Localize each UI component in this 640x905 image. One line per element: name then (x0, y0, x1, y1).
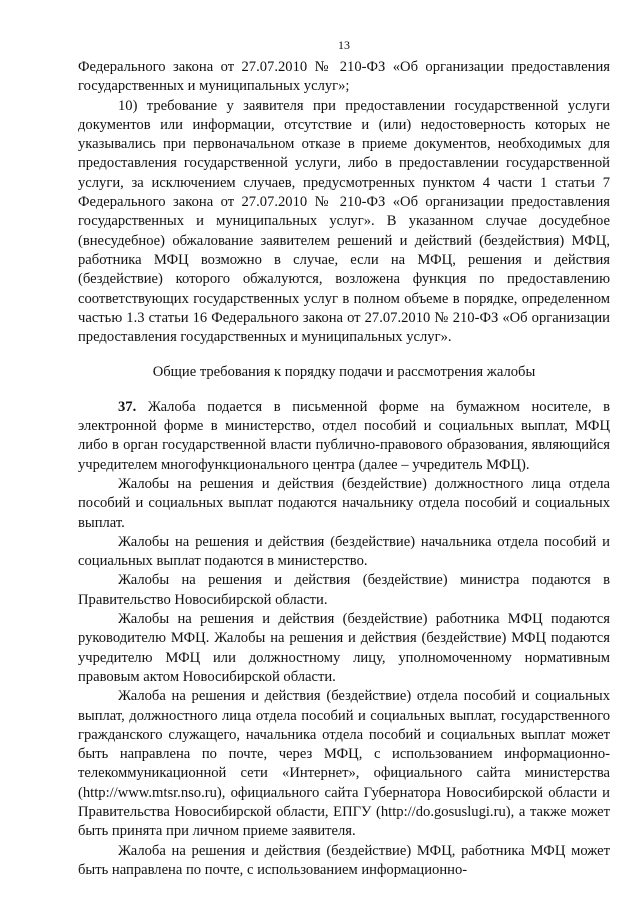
document-page (78, 0, 610, 905)
paragraph-clause-37 (78, 398, 610, 475)
paragraph-complaint-mfc-channels: Жалоба на решения и действия (бездействие) МФЦ, работника МФЦ может быть направлена по почте, с использованием информационно- (78, 842, 610, 878)
clause-number: 37. (118, 398, 137, 415)
clause-text: Жалоба подается в письменной форме на бумажном носителе, в электронной форме в министерство, отдел пособий и социальных выплат, МФЦ либо в орган государственной власти публично-правового образования, являющийся учредителем многофункционального центра (далее – учредитель МФЦ). (78, 398, 610, 473)
paragraph-complaint-minister: Жалобы на решения и действия (бездействие) министра подаются в Правительство Новосибирской области. (78, 572, 610, 608)
paragraph-item-10: 10) требование у заявителя при предоставлении государственной услуги документов или информации, отсутствие и (или) недостоверность которых не указывались при первоначальном отказе в приеме документов, необходимых для предоставления государственной услуги, либо в предоставлении государственной услуги, за исключением случаев, предусмотренных пунктом 4 части 1 статьи 7 Федерального закона от 27.07.2010 № 210-ФЗ «Об организации предоставления государственных и муниципальных услуг». В указанном случае досудебное (внесудебное) обжалование заявителем решений и действий (бездействия) МФЦ, работника МФЦ возможно в случае, если на МФЦ, решения и действия (бездействие) которого обжалуются, возложена функция по предоставлению соответствующих государственных услуг в полном объеме в порядке, определенном частью 1.3 статьи 16 Федерального закона от 27.07.2010 № 210-ФЗ «Об организации предоставления государственных и муниципальных услуг». (78, 97, 610, 346)
page-number: 13 (338, 38, 350, 52)
document-body (78, 58, 610, 880)
section-heading: Общие требования к порядку подачи и рассмотрения жалобы (152, 364, 536, 381)
paragraph-complaint-official: Жалобы на решения и действия (бездействие) должностного лица отдела пособий и социальных выплат подаются начальнику отдела пособий и социальных выплат. (78, 475, 610, 531)
paragraph-complaint-mfc: Жалобы на решения и действия (бездействие) работника МФЦ подаются руководителю МФЦ. Жалобы на решения и действия (бездействие) МФЦ подаются учредителю МФЦ или должностному лицу, уполномоченному нормативным правовым актом Новосибирской области. (78, 611, 610, 685)
paragraph-complaint-head: Жалобы на решения и действия (бездействие) начальника отдела пособий и социальных выплат подаются в министерство. (78, 533, 610, 570)
paragraph-complaint-channels: Жалоба на решения и действия (бездействие) отдела пособий и социальных выплат, должностного лица отдела пособий и социальных выплат, государственного гражданского служащего, начальника отдела пособий и социальных выплат может быть направлена по почте, через МФЦ, с использованием информационно-телекоммуникационной сети «Интернет», официального сайта министерства (http://www.mtsr.nso.ru), официального сайта Губернатора Новосибирской области и Правительства Новосибирской области, ЕПГУ (http://do.gosuslugi.ru), а также может быть принята при личном приеме заявителя. (78, 688, 610, 840)
paragraph-continuation: Федерального закона от 27.07.2010 № 210-ФЗ «Об организации предоставления государственных и муниципальных услуг»; (78, 59, 610, 95)
